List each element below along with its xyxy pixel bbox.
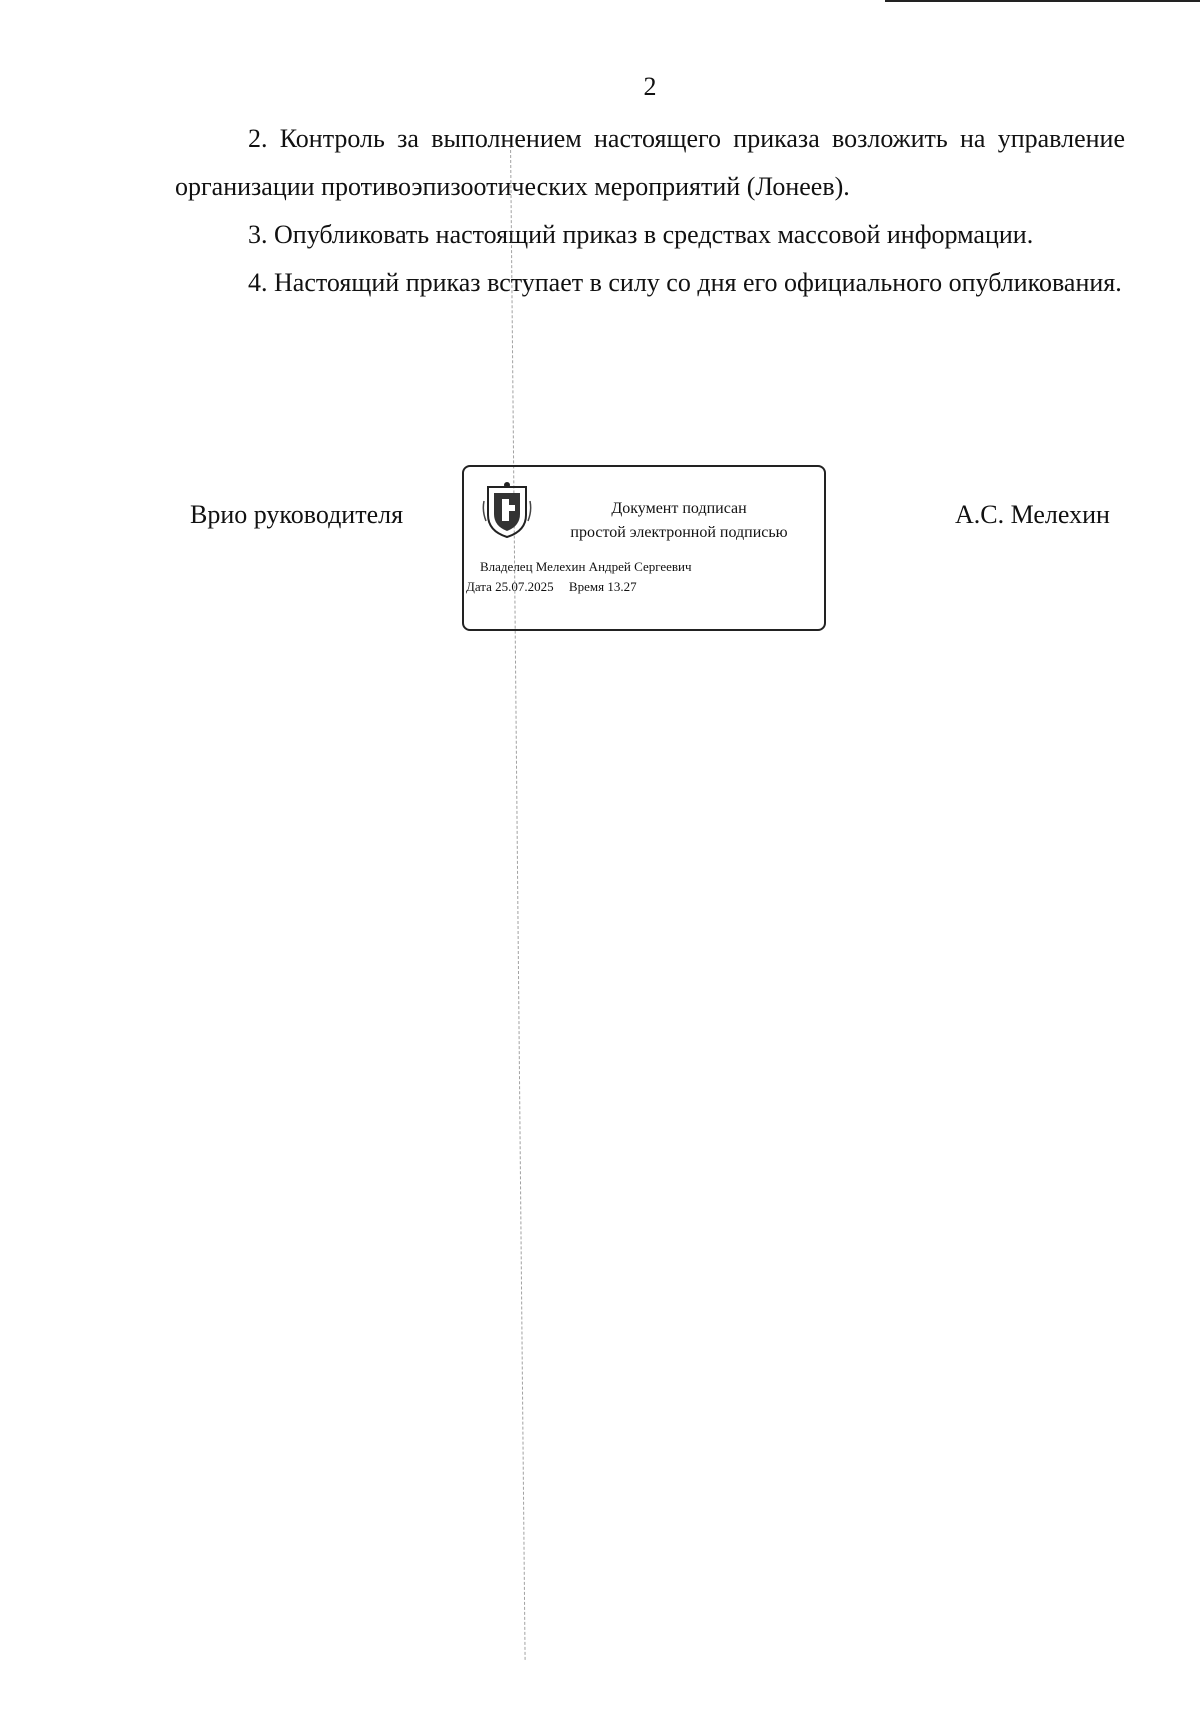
top-edge-line (885, 0, 1200, 2)
paragraph-2: 2. Контроль за выполнением настоящего приказа возложить на управление организации противоэпизоотических мероприятий (Лонеев). (175, 124, 1125, 201)
document-body (175, 115, 1125, 307)
stamp-heading (544, 497, 814, 545)
coat-of-arms-icon (482, 481, 532, 539)
paragraph-3: 3. Опубликовать настоящий приказ в средствах массовой информации. (248, 220, 1034, 249)
stamp-owner: Владелец Мелехин Андрей Сергеевич (480, 559, 692, 574)
paragraph-4: 4. Настоящий приказ вступает в силу со дня его официального опубликования. (248, 268, 1122, 297)
stamp-date-row (466, 579, 649, 595)
stamp-date: Дата 25.07.2025 (466, 579, 554, 594)
stamp-time: Время 13.27 (568, 579, 637, 594)
stamp-heading-line1: Документ подписан (611, 500, 747, 517)
page-number: 2 (643, 72, 657, 101)
signer-name: А.С. Мелехин (955, 500, 1110, 529)
scan-artifact-line (510, 140, 527, 1660)
signer-title: Врио руководителя (190, 500, 404, 529)
electronic-signature-stamp (462, 465, 826, 631)
stamp-heading-line2: простой электронной подписью (570, 524, 788, 541)
